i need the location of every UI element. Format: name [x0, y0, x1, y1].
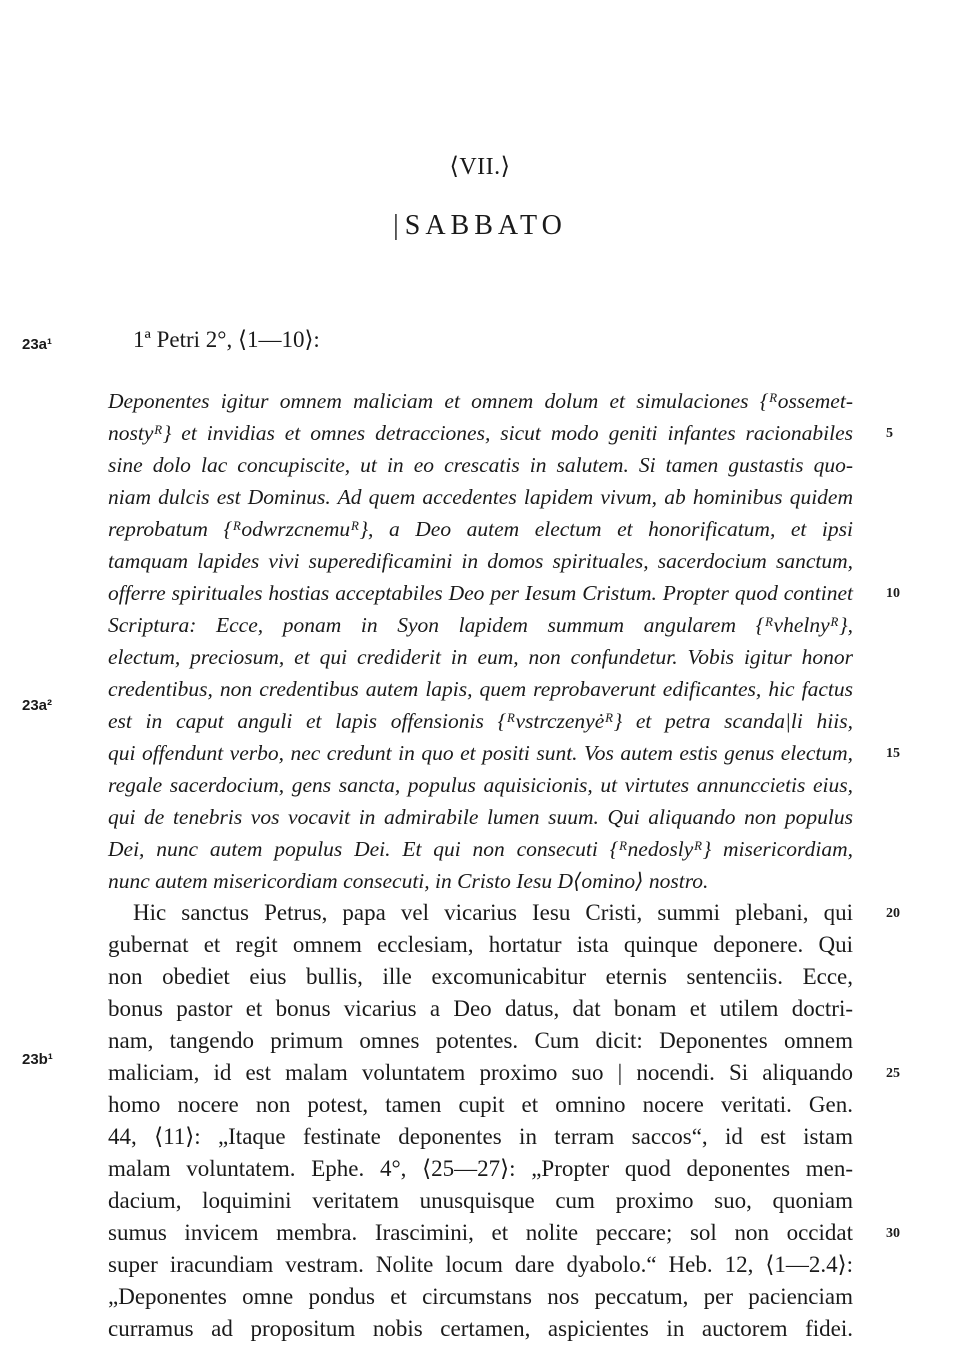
commentary-line: „Deponentes omne pondus et circumstans nos peccatum, per pacienciam — [108, 1284, 853, 1309]
folio-break-mark: | — [393, 210, 399, 241]
commentary-line: nam, tangendo primum omnes potentes. Cum dicit: Deponentes omnem — [108, 1028, 853, 1053]
commentary-line: homo nocere non potest, tamen cupit et omnino nocere veritati. Gen. — [108, 1092, 853, 1117]
chapter-heading: ⟨VII.⟩ — [449, 154, 511, 180]
scripture-line: Scriptura: Ecce, ponam in Syon lapidem summum angularem {ᴿvhelnyᴿ}, — [108, 613, 853, 637]
commentary-line: Hic sanctus Petrus, papa vel vicarius Iesu Cristi, summi plebani, qui — [133, 900, 853, 925]
section-title-text: SABBATO — [404, 210, 567, 241]
line-number: 10 — [886, 586, 900, 601]
scripture-line: sine dolo lac concupiscite, ut in eo crescatis in salutem. Si tamen gustastis quo- — [108, 453, 853, 477]
commentary-line: curramus ad propositum nobis certamen, aspicientes in auctorem fidei. — [108, 1316, 853, 1341]
scripture-line: est in caput anguli et lapis offensionis {ᴿvstrczenyėᴿ} et petra scanda|li hiis, — [108, 709, 853, 733]
scripture-line: nostyᴿ} et invidias et omnes detracciones, sicut modo geniti infantes racionabiles — [108, 421, 853, 445]
scripture-line: Dei, nunc autem populus Dei. Et qui non consecuti {ᴿnedoslyᴿ} misericordiam, — [108, 837, 853, 861]
scripture-line: qui offendunt verbo, nec credunt in quo et positi sunt. Vos autem estis genus electum, — [108, 741, 853, 765]
commentary-line: non obediet eius bullis, ille excomunicabitur eternis sentenciis. Ecce, — [108, 964, 853, 989]
scripture-line: tamquam lapides vivi superedificamini in domos spirituales, sacerdocium sanctum, — [108, 549, 853, 573]
margin-ref: 23a¹ — [22, 336, 53, 353]
section-title — [0, 210, 960, 242]
margin-ref: 23a² — [22, 697, 53, 714]
commentary-line: super iracundiam vestram. Nolite locum dare dyabolo.“ Heb. 12, ⟨1—2.4⟩: — [108, 1252, 853, 1277]
commentary-line: gubernat et regit omnem ecclesiam, hortatur ista quinque deponere. Qui — [108, 932, 853, 957]
scripture-line: nunc autem misericordiam consecuti, in Cristo Iesu D⟨omino⟩ nostro. — [108, 869, 709, 893]
line-number: 15 — [886, 746, 900, 761]
commentary-line: maliciam, id est malam voluntatem proximo suo | nocendi. Si aliquando — [108, 1060, 853, 1085]
scripture-line: Deponentes igitur omnem maliciam et omnem dolum et simulaciones {ᴿossemet- — [108, 389, 853, 413]
line-number: 30 — [886, 1226, 900, 1241]
commentary-line: sumus invicem membra. Irascimini, et nolite peccare; sol non occidat — [108, 1220, 853, 1245]
scripture-line: reprobatum {ᴿodwrzcnemuᴿ}, a Deo autem electum et honorificatum, et ipsi — [108, 517, 853, 541]
scripture-line: offerre spirituales hostias acceptabiles Deo per Iesum Cristum. Propter quod continet — [108, 581, 853, 605]
scripture-line: electum, preciosum, et qui crediderit in eum, non confundetur. Vobis igitur honor — [108, 645, 853, 669]
commentary-line: bonus pastor et bonus vicarius a Deo datus, dat bonam et utilem doctri- — [108, 996, 853, 1021]
scripture-line: credentibus, non credentibus autem lapis, quem reprobaverunt edificantes, hic factus — [108, 677, 853, 701]
commentary-line: 44, ⟨11⟩: „Itaque festinate deponentes in terram saccos“, id est istam — [108, 1124, 853, 1149]
pericope-reference: 1ª Petri 2°, ⟨1—10⟩: — [133, 327, 320, 352]
line-number: 20 — [886, 906, 900, 921]
scripture-line: regale sacerdocium, gens sancta, populus aquisicionis, ut virtutes annunccietis eius, — [108, 773, 853, 797]
line-number: 25 — [886, 1066, 900, 1081]
scripture-line: qui de tenebris vos vocavit in admirabile lumen suum. Qui aliquando non populus — [108, 805, 853, 829]
margin-ref: 23b¹ — [22, 1051, 53, 1068]
commentary-line: dacium, loquimini veritatem unusquisque cum proximo suo, quoniam — [108, 1188, 853, 1213]
commentary-line: malam voluntatem. Ephe. 4°, ⟨25—27⟩: „Propter quod deponentes men- — [108, 1156, 853, 1181]
line-number: 5 — [886, 426, 893, 441]
scripture-line: niam dulcis est Dominus. Ad quem accedentes lapidem vivum, ab hominibus quidem — [108, 485, 853, 509]
